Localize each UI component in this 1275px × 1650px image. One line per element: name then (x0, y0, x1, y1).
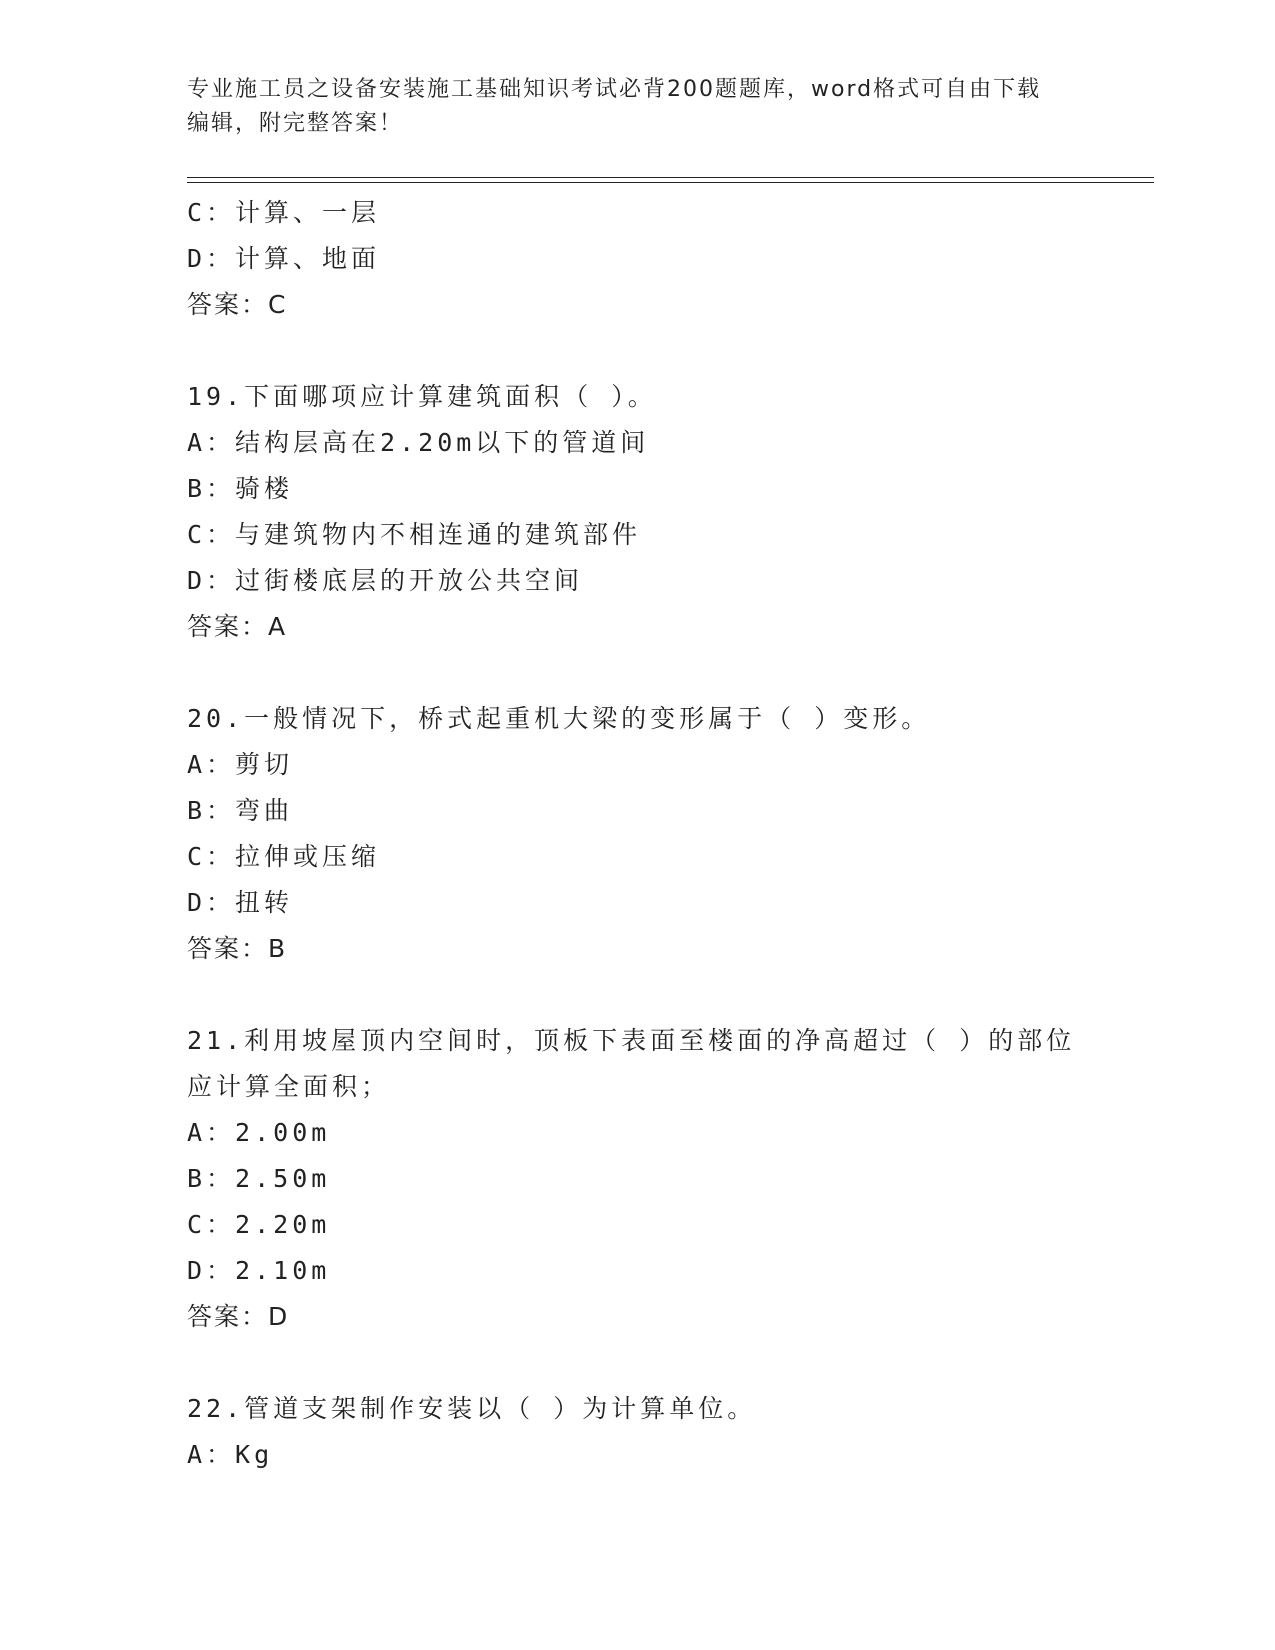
header-title-line-2: 编辑，附完整答案！ (187, 111, 404, 136)
question-block-previous (187, 190, 1147, 328)
question-text-line-1: 21.利用坡屋顶内空间时，顶板下表面至楼面的净高超过（ ）的部位 (187, 1026, 1076, 1055)
document-header (187, 73, 1087, 141)
question-block-21 (187, 1018, 1147, 1340)
question-text: 22.管道支架制作安装以（ ）为计算单位。 (187, 1394, 757, 1423)
answer: 答案：B (187, 934, 288, 963)
answer: 答案：C (187, 290, 288, 319)
answer: 答案：A (187, 612, 288, 641)
question-block-22 (187, 1386, 1147, 1478)
option-d: D：2.10m (187, 1256, 331, 1285)
header-title-line-1: 专业施工员之设备安装施工基础知识考试必背200题题库，word格式可自由下载 (187, 77, 1042, 102)
question-block-20 (187, 696, 1147, 972)
option-b: B：弯曲 (187, 796, 294, 825)
option-c: C：2.20m (187, 1210, 331, 1239)
option-b: B：2.50m (187, 1164, 331, 1193)
option-d: D：扭转 (187, 888, 294, 917)
option-a: A：Kg (187, 1440, 274, 1469)
question-text-line-2: 应计算全面积； (187, 1072, 391, 1101)
option-c: C：与建筑物内不相连通的建筑部件 (187, 520, 642, 549)
option-d: D：计算、地面 (187, 244, 381, 273)
spacer (187, 972, 1147, 1018)
option-d: D：过街楼底层的开放公共空间 (187, 566, 584, 595)
answer: 答案：D (187, 1302, 290, 1331)
option-c: C：计算、一层 (187, 198, 381, 227)
spacer (187, 1340, 1147, 1386)
option-a: A：结构层高在2.20m以下的管道间 (187, 428, 650, 457)
spacer (187, 328, 1147, 374)
option-a: A：2.00m (187, 1118, 331, 1147)
header-divider-bottom (187, 182, 1154, 183)
header-divider-top (187, 177, 1154, 178)
option-a: A：剪切 (187, 750, 294, 779)
question-text: 20.一般情况下，桥式起重机大梁的变形属于（ ）变形。 (187, 704, 931, 733)
spacer (187, 650, 1147, 696)
option-c: C：拉伸或压缩 (187, 842, 381, 871)
question-text: 19.下面哪项应计算建筑面积（ ）。 (187, 382, 657, 411)
question-list (187, 190, 1147, 1478)
option-b: B：骑楼 (187, 474, 294, 503)
question-block-19 (187, 374, 1147, 650)
